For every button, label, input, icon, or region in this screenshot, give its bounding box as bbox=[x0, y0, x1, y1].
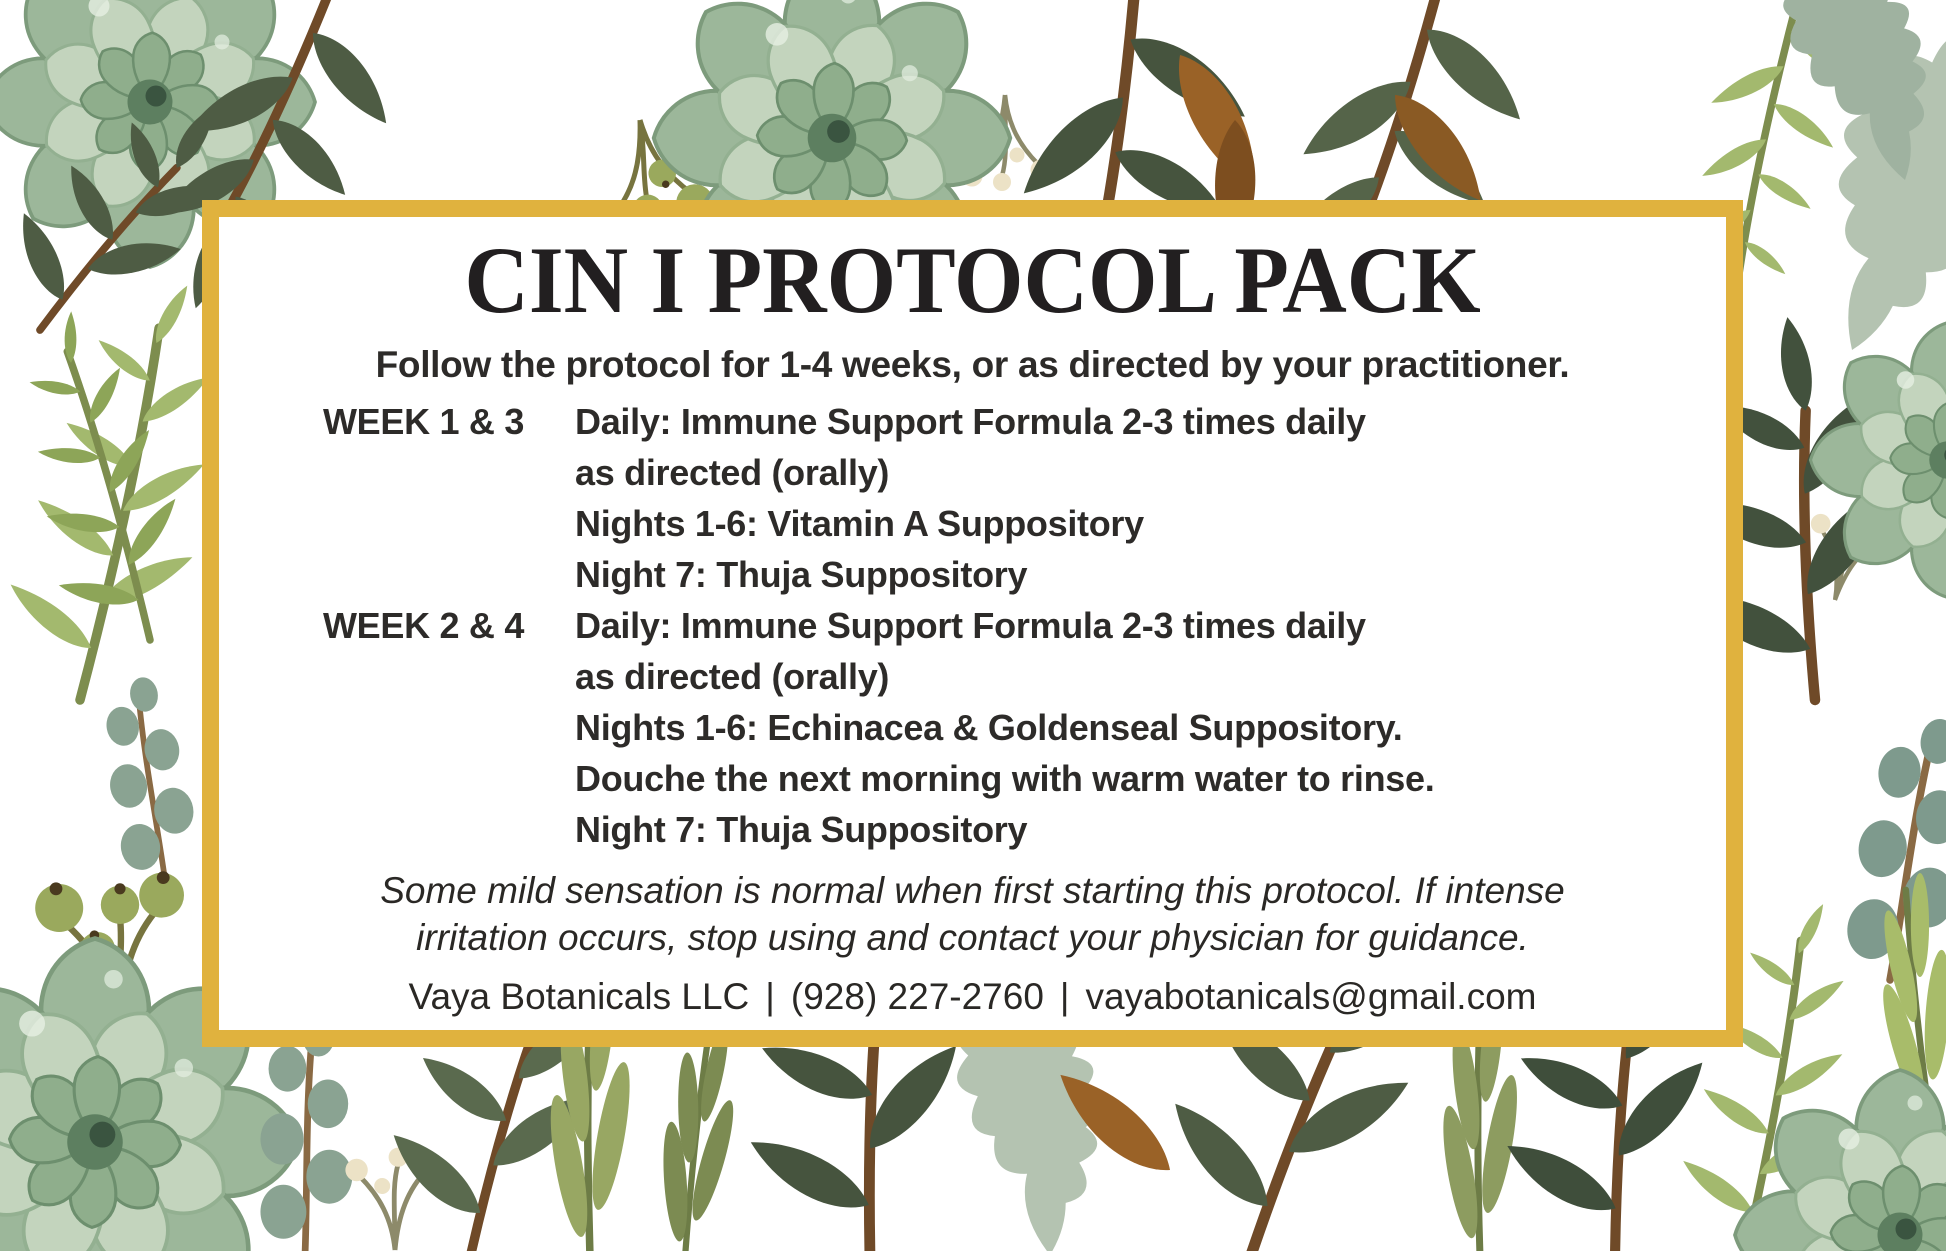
card-title-text: CIN I PROTOCOL PACK bbox=[464, 227, 1481, 333]
protocol-card bbox=[202, 200, 1743, 1047]
week-instructions bbox=[575, 600, 1686, 855]
protocol-week-row bbox=[323, 396, 1686, 600]
eucalyptus-illustration bbox=[92, 673, 204, 887]
protocol-schedule bbox=[323, 396, 1686, 855]
protocol-week-row bbox=[323, 600, 1686, 855]
company-name: Vaya Botanicals LLC bbox=[408, 975, 750, 1017]
olive-leaves-illustration bbox=[646, 1017, 749, 1251]
protocol-line: Night 7: Thuja Suppository bbox=[575, 808, 1028, 850]
card-title bbox=[259, 229, 1686, 332]
email-address: vayabotanicals@gmail.com bbox=[1085, 975, 1537, 1017]
protocol-line: Nights 1-6: Vitamin A Suppository bbox=[575, 502, 1144, 544]
contact-line bbox=[259, 976, 1686, 1018]
separator: | bbox=[1059, 975, 1070, 1017]
disclaimer bbox=[259, 867, 1686, 961]
week-label: WEEK 2 & 4 bbox=[323, 604, 525, 646]
disclaimer-line: Some mild sensation is normal when first starting this protocol. If intense bbox=[380, 869, 1565, 911]
phone-number: (928) 227-2760 bbox=[790, 975, 1044, 1017]
protocol-line: Nights 1-6: Echinacea & Goldenseal Suppository. bbox=[575, 706, 1403, 748]
disclaimer-line: irritation occurs, stop using and contact your physician for guidance. bbox=[416, 916, 1529, 958]
protocol-line: as directed (orally) bbox=[575, 451, 890, 493]
protocol-line: as directed (orally) bbox=[575, 655, 890, 697]
protocol-line: Daily: Immune Support Formula 2-3 times daily bbox=[575, 400, 1366, 442]
protocol-line: Douche the next morning with warm water to rinse. bbox=[575, 757, 1435, 799]
week-instructions bbox=[575, 396, 1686, 600]
separator: | bbox=[765, 975, 775, 1017]
protocol-line: Daily: Immune Support Formula 2-3 times daily bbox=[575, 604, 1366, 646]
protocol-line: Night 7: Thuja Suppository bbox=[575, 553, 1028, 595]
week-label: WEEK 1 & 3 bbox=[323, 400, 525, 442]
eucalyptus-illustration bbox=[260, 1016, 352, 1251]
subtitle: Follow the protocol for 1-4 weeks, or as directed by your practitioner. bbox=[375, 343, 1570, 385]
protocol-card-content bbox=[219, 217, 1726, 1018]
